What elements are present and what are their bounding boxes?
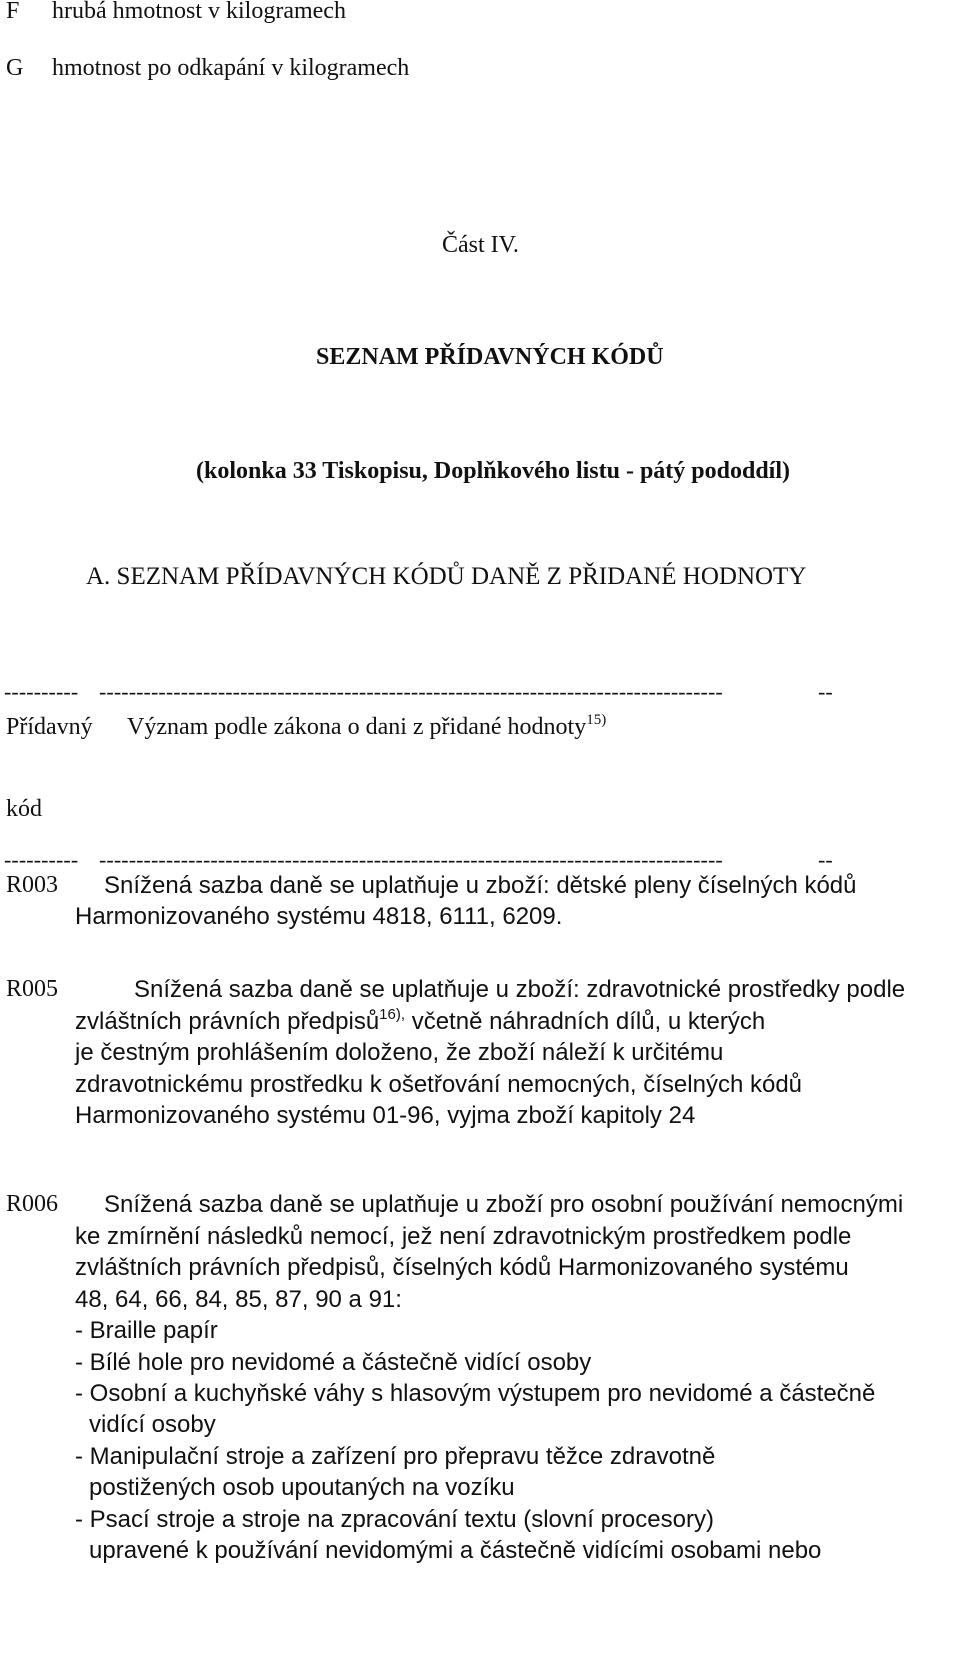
r006-item-4: - Manipulační stroje a zařízení pro přepravu těžce zdravotně [75,1443,716,1470]
r005-line-1: Snížená sazba daně se uplatňuje u zboží: zdravotnické prostředky podle [134,976,906,1003]
rule-top-end: -- [818,679,833,704]
r006-item-3-cont: vidící osoby [89,1411,216,1438]
rule-bottom-end: -- [818,847,833,872]
legend-letter-f: F [6,0,20,24]
r006-line-3: zvláštních právních předpisů, číselných kódů Harmonizovaného systému [75,1254,849,1281]
r006-item-1: - Braille papír [75,1317,218,1344]
code-r005: R005 [6,976,59,1002]
code-r006: R006 [6,1191,59,1217]
r006-item-3: - Osobní a kuchyňské váhy s hlasovým výstupem pro nevidomé a částečně [75,1380,876,1407]
section-title: A. SEZNAM PŘÍDAVNÝCH KÓDŮ DANĚ Z PŘIDANÉ HODNOTY [86,563,807,590]
code-r003: R003 [6,872,59,898]
legend-text-f: hrubá hmotnost v kilogramech [52,0,346,24]
header-col1-line2: kód [6,796,42,822]
r006-line-4: 48, 64, 66, 84, 85, 87, 90 a 91: [75,1286,402,1313]
header-col1: Přídavný [6,714,93,740]
r006-item-5: - Psací stroje a stroje na zpracování textu (slovní procesory) [75,1506,714,1533]
r005-line-2-post: včetně náhradních dílů, u kterých [405,1008,766,1035]
rule-bottom-left: ---------- [4,847,79,872]
r006-item-5-cont: upravené k používání nevidomými a částečně vidícími osobami nebo [89,1537,822,1564]
r005-line-3: je čestným prohlášením doloženo, že zboží náleží k určitému [75,1039,724,1066]
part-heading: Část IV. [442,232,519,258]
r005-line-4: zdravotnickému prostředku k ošetřování nemocných, číselných kódů [75,1071,803,1098]
footnote-15: 15) [586,712,607,728]
header-col2-text: Význam podle zákona o dani z přidané hodnoty [127,714,587,740]
legend-text-g: hmotnost po odkapání v kilogramech [52,55,410,81]
footnote-16: 16), [379,1006,406,1023]
header-col2 [127,714,606,741]
r003-line-1: Snížená sazba daně se uplatňuje u zboží: dětské pleny číselných kódů [104,872,857,899]
rule-top-left: ---------- [4,679,79,704]
list-subtitle: (kolonka 33 Tiskopisu, Doplňkového listu - pátý pododdíl) [196,458,791,484]
r006-line-1: Snížená sazba daně se uplatňuje u zboží pro osobní používání nemocnými [104,1191,904,1218]
r003-line-2: Harmonizovaného systému 4818, 6111, 6209. [75,903,563,930]
r006-item-2: - Bílé hole pro nevidomé a částečně vidící osoby [75,1349,592,1376]
rule-bottom-right: ------------------------------------------------------------------------------------ [99,847,723,872]
r006-item-4-cont: postižených osob upoutaných na vozíku [89,1474,515,1501]
list-title: SEZNAM PŘÍDAVNÝCH KÓDŮ [316,344,664,370]
r005-line-2 [75,1008,765,1036]
r005-line-2-pre: zvláštních právních předpisů [75,1008,380,1035]
legend-letter-g: G [6,55,24,81]
rule-top-right: ------------------------------------------------------------------------------------ [99,679,723,704]
r006-line-2: ke zmírnění následků nemocí, jež není zdravotnickým prostředkem podle [75,1223,852,1250]
r005-line-5: Harmonizovaného systému 01-96, vyjma zboží kapitoly 24 [75,1102,696,1129]
